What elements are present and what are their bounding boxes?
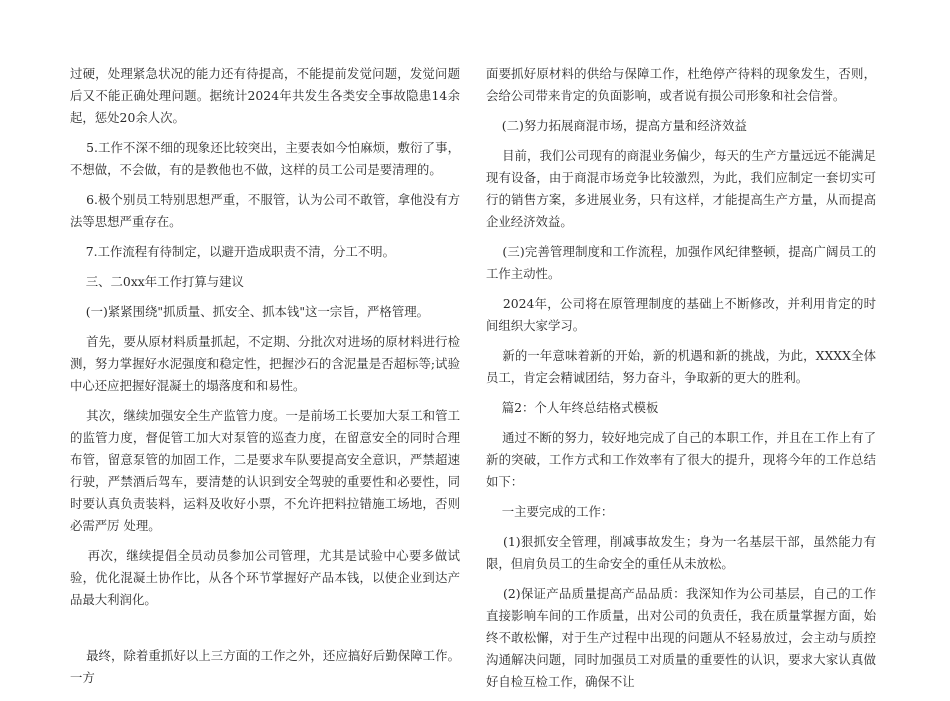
paragraph: 2024年，公司将在原管理制度的基础上不断修改，并利用肯定的时间组织大家学习。 — [486, 296, 876, 333]
paragraph: (2)保证产品质量提高产品品质：我深知作为公司基层，自己的工作直接影响车间的工作质量，出对公司的负责任，我在质量掌握方面，始终不敢松懈，对于生产过程中出现的问题从不轻易放过，会主动与质控沟通解决问题，同时加强员工对质量的重要性的认识，要求大家认真做好自检互检工作，确保不让 — [486, 586, 876, 689]
paragraph: 5.工作不深不细的现象还比较突出，主要表如今怕麻烦，敷衍了事，不想做，不会做，有的是教他也不做，这样的员工公司是要清理的。 — [70, 140, 460, 177]
paragraph: 6.极个别员工特别思想严重，不服管，认为公司不敢管，拿他没有方法等思想严重存在。 — [70, 192, 460, 229]
left-column — [70, 63, 460, 697]
subsection-heading: (一)紧紧围绕"抓质量、抓安全、抓本钱"这一宗旨，严格管理。 — [70, 304, 429, 319]
paragraph: 首先，要从原材料质量抓起，不定期、分批次对进场的原材料进行检测，努力掌握好水泥强度和稳定性，把握沙石的含泥量是否超标等;试验中心还应把握好混凝土的塌落度和和易性。 — [70, 334, 460, 393]
paragraph: (1)狠抓安全管理，削减事故发生；身为一名基层干部，虽然能力有限，但肩负员工的生命安全的重任从未放松。 — [486, 534, 876, 571]
right-column — [486, 63, 876, 701]
section-heading: 三、二0xx年工作打算与建议 — [70, 274, 244, 289]
paragraph: 再次，继续提倡全员动员参加公司管理，尤其是试验中心要多做试验，优化混凝土协作比，从各个环节掌握好产品本钱，以使企业到达产品最大利润化。 — [70, 548, 460, 607]
article-title: 篇2：个人年终总结格式模板 — [486, 400, 659, 415]
subsection-heading: (二)努力拓展商混市场，提高方量和经济效益 — [486, 118, 747, 133]
paragraph: 最终，除着重抓好以上三方面的工作之外，还应搞好后勤保障工作。一方 — [70, 648, 460, 685]
paragraph: 新的一年意味着新的开始，新的机遇和新的挑战，为此，XXXX全体员工，肯定会精诚团结，努力奋斗，争取新的更大的胜利。 — [486, 348, 876, 385]
paragraph: 通过不断的努力，较好地完成了自己的本职工作，并且在工作上有了新的突破，工作方式和工作效率有了很大的提升，现将今年的工作总结如下： — [486, 430, 876, 489]
subsection-heading: (三)完善管理制度和工作流程，加强作风纪律整顿，提高广阔员工的工作主动性。 — [486, 244, 876, 281]
paragraph: 7.工作流程有待制定，以避开造成职责不清，分工不明。 — [70, 244, 395, 259]
section-heading: 一主要完成的工作： — [486, 504, 614, 519]
paragraph: 面要抓好原材料的供给与保障工作，杜绝停产待料的现象发生，否则，会给公司带来肯定的负面影响，或者说有损公司形象和社会信誉。 — [486, 66, 876, 103]
paragraph: 目前，我们公司现有的商混业务偏少，每天的生产方量远远不能满足现有设备，由于商混市场竞争比较激烈，为此，我们应制定一套切实可行的销售方案，多进展业务，只有这样，才能提高生产方量，从而提高企业经济效益。 — [486, 148, 876, 229]
paragraph-gap — [70, 619, 460, 645]
paragraph: 过硬，处理紧急状况的能力还有待提高，不能提前发觉问题，发觉问题后又不能正确处理问题。据统计2024年共发生各类安全事故隐患14余起，惩处20余人次。 — [70, 66, 460, 125]
paragraph: 其次，继续加强安全生产监管力度。一是前场工长要加大泵工和管工的监管力度，督促管工加大对泵管的巡查力度，在留意安全的同时合理布管，留意泵管的加固工作，二是要求车队要提高安全意识，严禁超速行驶，严禁酒后驾车，要清楚的认识到安全驾驶的重要性和必要性，同时要认真负责装料，运料及收好小票，不允许把料拉错施工场地，否则必需严厉 处理。 — [70, 408, 460, 533]
